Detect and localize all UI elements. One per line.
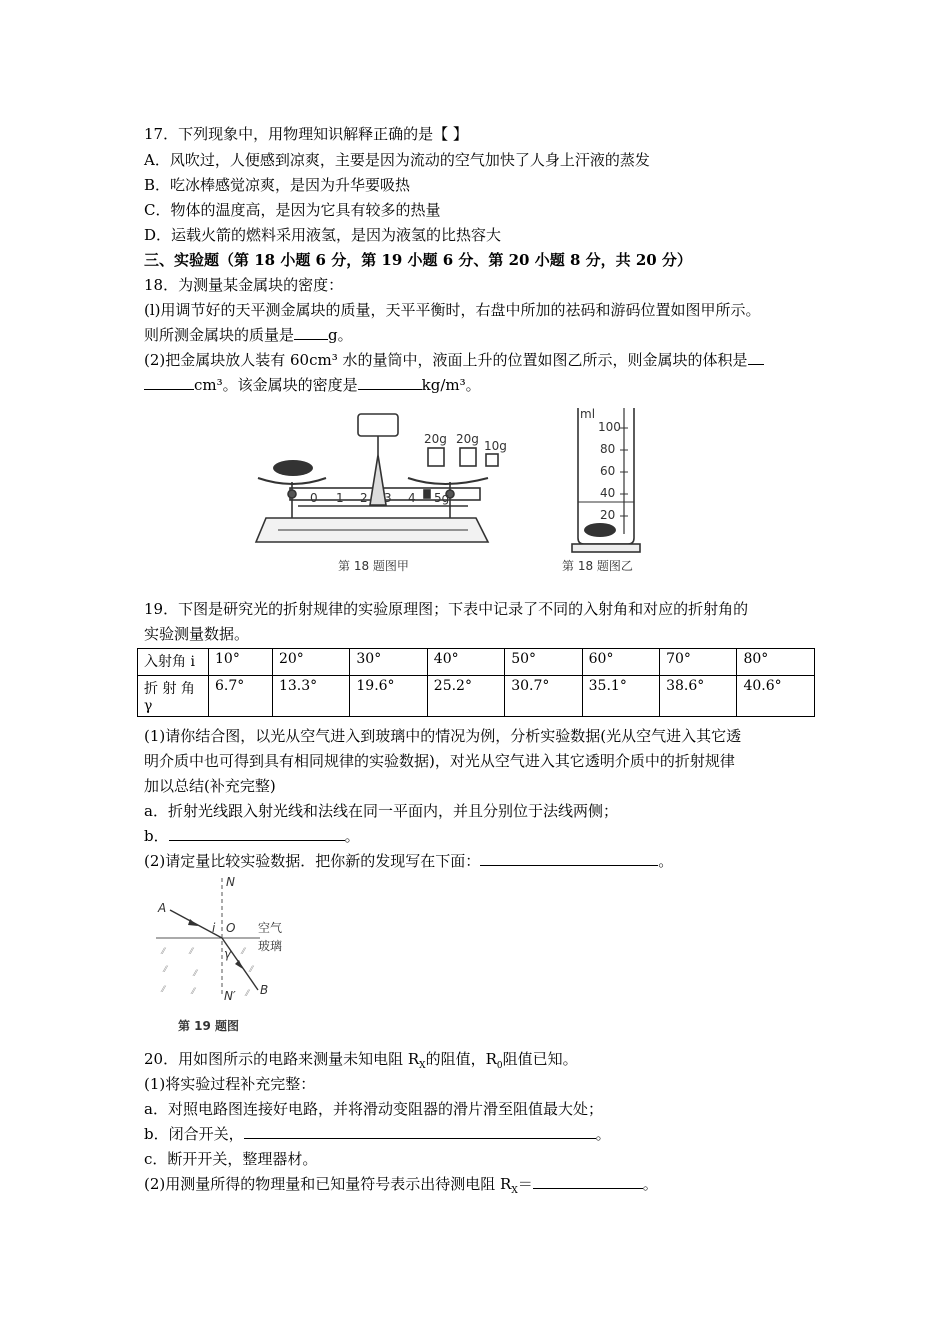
q18-p1-text: 则所测金属块的质量是 bbox=[144, 326, 295, 344]
label-n-prime: N′ bbox=[224, 989, 236, 1003]
cylinder-tick-80: 80 bbox=[600, 442, 616, 456]
q20-a: a．对照电路图连接好电路，并将滑动变阻器的滑片滑至阻值最大处； bbox=[144, 1100, 603, 1118]
cylinder-tick-60: 60 bbox=[600, 464, 616, 478]
label-glass: 玻璃 bbox=[258, 939, 283, 953]
svg-text:⁄⁄: ⁄⁄ bbox=[162, 947, 165, 956]
q19-b bbox=[144, 824, 360, 848]
scale-tick-3: 3 bbox=[384, 491, 392, 505]
svg-text:⁄⁄: ⁄⁄ bbox=[194, 969, 197, 978]
q19-stem-line1: 19．下图是研究光的折射规律的实验原理图；下表中记录了不同的入射角和对应的折射角的 bbox=[144, 600, 749, 618]
q18-p1-line2 bbox=[144, 323, 353, 347]
metal-block bbox=[273, 460, 313, 476]
table-header-refraction-a: 折 射 角 bbox=[144, 681, 195, 697]
q17-option-a: A．风吹过，人便感到凉爽，主要是因为流动的空气加快了人身上汗液的蒸发 bbox=[144, 151, 650, 169]
table-row-refraction bbox=[138, 676, 815, 717]
cylinder-tick-20: 20 bbox=[600, 508, 616, 522]
svg-text:⁄⁄: ⁄⁄ bbox=[242, 947, 245, 956]
q18-volume-blank[interactable] bbox=[144, 373, 194, 390]
q18-p1-line1: (l)用调节好的天平测金属块的质量，天平平衡时，右盘中所加的祛码和游码位置如图甲所示。 bbox=[144, 301, 761, 319]
q20-b bbox=[144, 1122, 611, 1146]
q20-b-blank[interactable] bbox=[244, 1122, 596, 1139]
table-cell: 30.7° bbox=[505, 676, 582, 717]
q20-sub-0: 0 bbox=[496, 1061, 503, 1071]
scale-tick-1: 1 bbox=[336, 491, 344, 505]
q17-option-b: B．吃冰棒感觉凉爽，是因为升华要吸热 bbox=[144, 176, 411, 194]
svg-text:⁄⁄: ⁄⁄ bbox=[246, 989, 249, 998]
refraction-table bbox=[137, 648, 815, 717]
q19-p2-blank[interactable] bbox=[480, 849, 658, 866]
scale-tick-0: 0 bbox=[310, 491, 318, 505]
q19-fig-caption: 第 19 题图 bbox=[178, 1019, 240, 1033]
q18-density-blank[interactable] bbox=[358, 373, 422, 390]
q19-p1-line3: 加以总结(补充完整) bbox=[144, 777, 276, 795]
q18-volume-blank-start[interactable] bbox=[748, 348, 764, 365]
table-cell: 25.2° bbox=[427, 676, 504, 717]
label-gamma: γ bbox=[224, 947, 232, 961]
table-cell: 50° bbox=[505, 649, 582, 676]
table-cell: 10° bbox=[209, 649, 273, 676]
q20-p2-end: 。 bbox=[642, 1175, 658, 1193]
q20-p2 bbox=[144, 1172, 658, 1203]
q18-fig-a-caption: 第 18 题图甲 bbox=[338, 559, 409, 573]
label-i: i bbox=[212, 921, 216, 935]
table-header-incidence: 入射角 i bbox=[138, 649, 209, 676]
scale-tick-4: 4 bbox=[408, 491, 416, 505]
svg-text:⁄⁄: ⁄⁄ bbox=[190, 947, 193, 956]
q18-mass-blank[interactable] bbox=[294, 323, 328, 340]
label-n: N bbox=[226, 875, 235, 889]
svg-text:⁄⁄: ⁄⁄ bbox=[162, 985, 165, 994]
q19-p2-text: (2)请定量比较实验数据．把你新的发现写在下面： bbox=[144, 852, 481, 870]
svg-text:⁄⁄: ⁄⁄ bbox=[164, 965, 167, 974]
table-row-incidence bbox=[138, 649, 815, 676]
cylinder-unit: ml bbox=[580, 407, 596, 421]
label-air: 空气 bbox=[258, 921, 283, 935]
q17-option-c: C．物体的温度高，是因为它具有较多的热量 bbox=[144, 201, 441, 219]
q19-p1-line1: (1)请你结合图，以光从空气进入到玻璃中的情况为例，分析实验数据(光从空气进入其它透 bbox=[144, 727, 742, 745]
q19-b-label: b． bbox=[144, 827, 169, 845]
section3-heading: 三、实验题（第 18 小题 6 分，第 19 小题 6 分、第 20 小题 8 分，共 20 分） bbox=[144, 251, 692, 269]
submerged-metal-block bbox=[584, 523, 616, 537]
q18-fig-b-caption: 第 18 题图乙 bbox=[562, 559, 633, 573]
table-cell: 13.3° bbox=[272, 676, 349, 717]
weight-label-2: 20g bbox=[456, 432, 479, 446]
scale-tick-5: 5g bbox=[434, 491, 450, 505]
table-cell: 60° bbox=[582, 649, 659, 676]
q19-p1-line2: 明介质中也可得到具有相同规律的实验数据)，对光从空气进入其它透明介质中的折射规律 bbox=[144, 752, 735, 770]
cylinder-tick-100: 100 bbox=[598, 420, 621, 434]
table-cell: 70° bbox=[660, 649, 737, 676]
q18-p2-text2: cm³。该金属块的密度是 bbox=[194, 376, 358, 394]
q19-a: a．折射光线跟入射光线和法线在同一平面内，并且分别位于法线两侧； bbox=[144, 802, 618, 820]
q20-sub-x: X bbox=[419, 1061, 426, 1071]
q20-b-label: b．闭合开关， bbox=[144, 1125, 244, 1143]
q17-option-d: D．运载火箭的燃料采用液氢，是因为液氢的比热容大 bbox=[144, 226, 502, 244]
table-cell: 35.1° bbox=[582, 676, 659, 717]
q20-p1: (1)将实验过程补充完整： bbox=[144, 1075, 316, 1093]
q18-cylinder-figure bbox=[556, 402, 656, 580]
table-header-refraction-b: γ bbox=[144, 698, 153, 714]
label-b: B bbox=[260, 983, 269, 997]
q19-stem-line2: 实验测量数据。 bbox=[144, 625, 250, 643]
q20-stem-end: 阻值已知。 bbox=[502, 1050, 578, 1068]
q18-p2-unit: kg/m³。 bbox=[421, 376, 481, 394]
q19-p2-end: 。 bbox=[658, 852, 674, 870]
q18-balance-figure bbox=[238, 410, 508, 580]
q18-p1-unit: g。 bbox=[328, 326, 353, 344]
cylinder-tick-40: 40 bbox=[600, 486, 616, 500]
table-cell: 6.7° bbox=[209, 676, 273, 717]
q18-p2-text: (2)把金属块放人装有 60cm³ 水的量筒中，液面上升的位置如图乙所示，则金属块的体积是 bbox=[144, 351, 748, 369]
svg-text:⁄⁄: ⁄⁄ bbox=[192, 987, 195, 996]
svg-text:⁄⁄: ⁄⁄ bbox=[250, 965, 253, 974]
q19-refraction-figure bbox=[150, 872, 310, 1037]
q18-stem: 18．为测量某金属块的密度： bbox=[144, 276, 344, 294]
scale-tick-2: 2 bbox=[360, 491, 368, 505]
weight-label-3: 10g bbox=[484, 439, 507, 453]
q20-rx-blank[interactable] bbox=[533, 1172, 643, 1189]
q20-p2-sub: X bbox=[511, 1186, 518, 1196]
q17-stem: 17．下列现象中，用物理知识解释正确的是【 】 bbox=[144, 125, 468, 143]
label-o: O bbox=[226, 921, 236, 935]
q18-p2-line2 bbox=[144, 373, 481, 397]
table-cell: 40° bbox=[427, 649, 504, 676]
weight-label-1: 20g bbox=[424, 432, 447, 446]
q20-p2-eq: ＝ bbox=[517, 1175, 533, 1193]
table-cell: 30° bbox=[350, 649, 427, 676]
table-cell: 20° bbox=[272, 649, 349, 676]
table-header-refraction bbox=[138, 676, 209, 717]
q20-stem-mid: 的阻值，R bbox=[425, 1050, 497, 1068]
q20-c: c．断开开关，整理器材。 bbox=[144, 1150, 318, 1168]
q18-p2-line1 bbox=[144, 348, 764, 372]
q20-stem-text: 20．用如图所示的电路来测量未知电阻 R bbox=[144, 1050, 420, 1068]
table-cell: 40.6° bbox=[737, 676, 815, 717]
table-cell: 19.6° bbox=[350, 676, 427, 717]
table-cell: 38.6° bbox=[660, 676, 737, 717]
q20-b-end: 。 bbox=[595, 1125, 611, 1143]
q20-p2-text: (2)用测量所得的物理量和已知量符号表示出待测电阻 R bbox=[144, 1175, 512, 1193]
table-cell: 80° bbox=[737, 649, 815, 676]
q19-b-end: 。 bbox=[344, 827, 360, 845]
q19-p2 bbox=[144, 849, 673, 873]
q19-b-blank[interactable] bbox=[169, 824, 345, 841]
label-a: A bbox=[158, 901, 167, 915]
